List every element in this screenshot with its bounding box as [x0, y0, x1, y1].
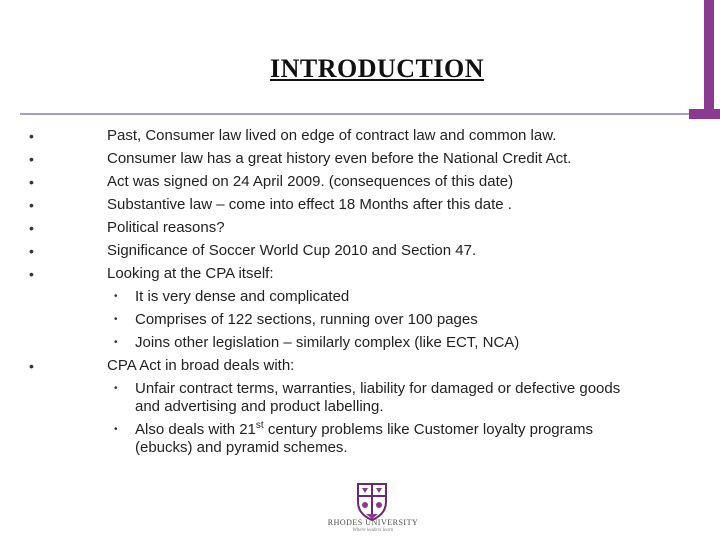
sub-bullet-dot: •	[114, 424, 118, 435]
university-name: RHODES UNIVERSITY	[327, 518, 419, 527]
accent-bar-vertical	[704, 0, 714, 112]
bullet-dot: •	[29, 220, 34, 236]
accent-bar-block	[689, 109, 720, 119]
sub-bullet-dot: •	[114, 314, 118, 325]
bullet-item-history: Consumer law has a great history even before the National Credit Act.	[107, 150, 572, 167]
sub-bullet-legislation: Joins other legislation – similarly complex (like ECT, NCA)	[135, 334, 520, 351]
bullet-item-world-cup: Significance of Soccer World Cup 2010 and Section 47.	[107, 242, 477, 259]
sub-bullet-dot: •	[114, 337, 118, 348]
sub-bullet-century	[135, 421, 593, 439]
bullet-dot: •	[29, 266, 34, 282]
sub-bullet-century-cont: (ebucks) and pyramid schemes.	[135, 439, 348, 456]
century-text-post: century problems like Customer loyalty programs	[263, 421, 593, 438]
bullet-dot: •	[29, 358, 34, 374]
bullet-item-signed: Act was signed on 24 April 2009. (consequences of this date)	[107, 173, 514, 190]
sub-bullet-unfair-terms: Unfair contract terms, warranties, liability for damaged or defective goods	[135, 380, 621, 397]
sub-bullet-dot: •	[114, 291, 118, 302]
century-superscript: st	[255, 420, 264, 431]
bullet-dot: •	[29, 151, 34, 167]
university-tagline: Where leaders learn	[352, 528, 394, 533]
title-divider	[20, 113, 689, 115]
bullet-dot: •	[29, 128, 34, 144]
bullet-item-broad: CPA Act in broad deals with:	[107, 357, 295, 374]
bullet-dot: •	[29, 174, 34, 190]
bullet-item-substantive: Substantive law – come into effect 18 Months after this date .	[107, 196, 512, 213]
sub-bullet-sections: Comprises of 122 sections, running over 100 pages	[135, 311, 478, 328]
sub-bullet-unfair-terms-cont: and advertising and product labelling.	[135, 398, 384, 415]
century-text-pre: Also deals with 21	[135, 421, 256, 438]
bullet-item-cpa: Looking at the CPA itself:	[107, 265, 274, 282]
sub-bullet-dense: It is very dense and complicated	[135, 288, 350, 305]
bullet-dot: •	[29, 197, 34, 213]
slide-title: INTRODUCTION	[269, 54, 485, 83]
bullet-item-past: Past, Consumer law lived on edge of contract law and common law.	[107, 127, 557, 144]
sub-bullet-dot: •	[114, 383, 118, 394]
bullet-item-political: Political reasons?	[107, 219, 225, 236]
bullet-dot: •	[29, 243, 34, 259]
